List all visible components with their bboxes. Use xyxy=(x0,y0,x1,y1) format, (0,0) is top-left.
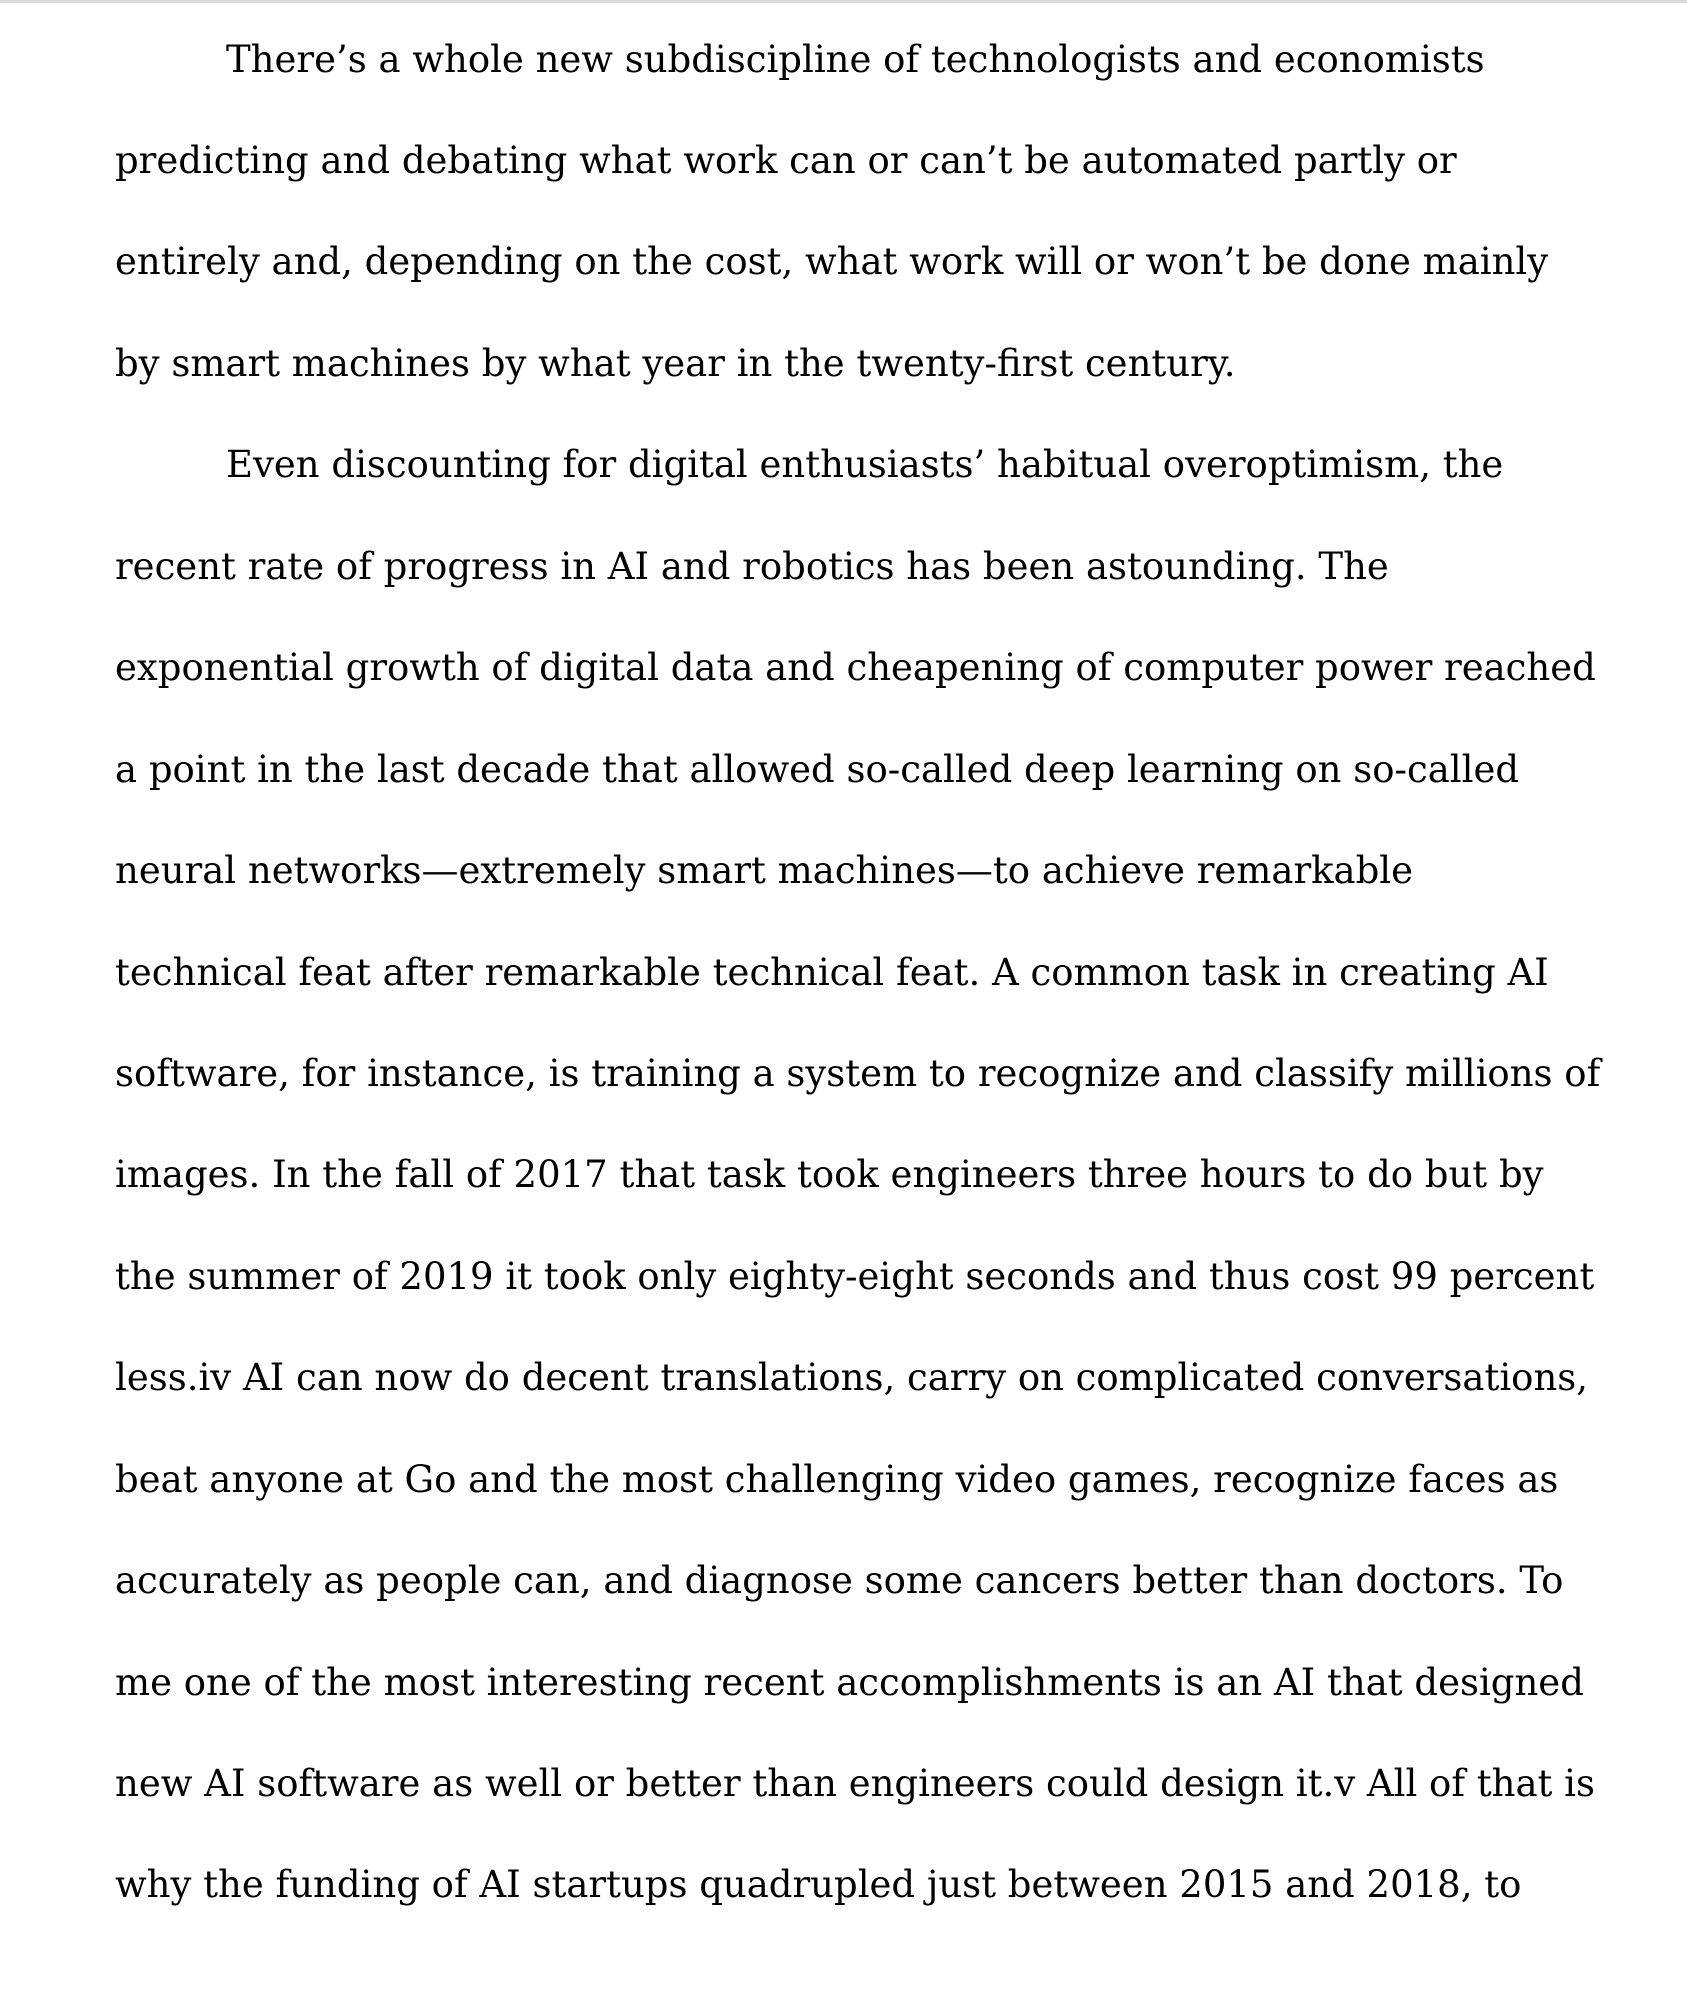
paragraph-2-line-12: accurately as people can, and diagnose some cancers better than doctors. To xyxy=(115,1559,1564,1602)
paragraph-2-line-9: the summer of 2019 it took only eighty-eight seconds and thus cost 99 percent xyxy=(115,1255,1595,1298)
paragraph-1-line-4: by smart machines by what year in the twenty-first century. xyxy=(115,342,1236,385)
paragraph-2-line-8: images. In the fall of 2017 that task took engineers three hours to do but by xyxy=(115,1153,1544,1196)
paragraph-2-line-2: recent rate of progress in AI and robotics has been astounding. The xyxy=(115,545,1389,588)
paragraph-2-line-3: exponential growth of digital data and cheapening of computer power reached xyxy=(115,646,1596,689)
paragraph-1-line-1: There’s a whole new subdiscipline of technologists and economists xyxy=(226,38,1485,81)
paragraph-2-line-4: a point in the last decade that allowed so-called deep learning on so-called xyxy=(115,748,1520,791)
paragraph-1-line-2: predicting and debating what work can or can’t be automated partly or xyxy=(115,139,1457,182)
paragraph-2-line-13: me one of the most interesting recent accomplishments is an AI that designed xyxy=(115,1661,1584,1704)
paragraph-2-line-1: Even discounting for digital enthusiasts’ habitual overoptimism, the xyxy=(226,443,1504,486)
paragraph-2-line-10: less.iv AI can now do decent translations, carry on complicated conversations, xyxy=(115,1356,1589,1399)
paragraph-2-line-11: beat anyone at Go and the most challenging video games, recognize faces as xyxy=(115,1458,1559,1501)
paragraph-2-line-14: new AI software as well or better than engineers could design it.v All of that is xyxy=(115,1762,1595,1805)
paragraph-2-line-5: neural networks—extremely smart machines—to achieve remarkable xyxy=(115,849,1414,892)
paragraph-1-line-3: entirely and, depending on the cost, what work will or won’t be done mainly xyxy=(115,240,1549,283)
document-page xyxy=(115,0,1601,2000)
paragraph-2-line-15: why the funding of AI startups quadrupled just between 2015 and 2018, to xyxy=(115,1863,1522,1906)
paragraph-2-line-6: technical feat after remarkable technical feat. A common task in creating AI xyxy=(115,951,1549,994)
paragraph-2-line-7: software, for instance, is training a system to recognize and classify millions of xyxy=(115,1052,1601,1095)
